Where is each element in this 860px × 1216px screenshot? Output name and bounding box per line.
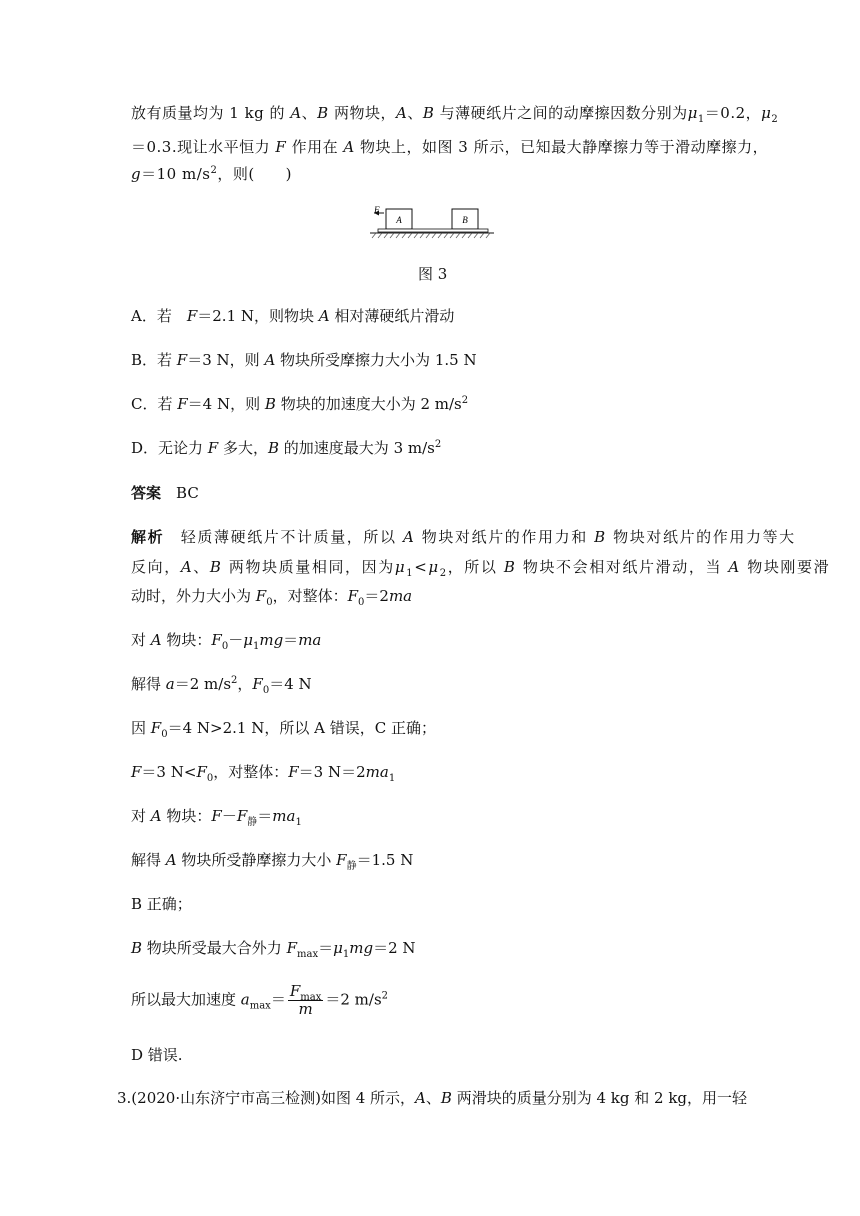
problem-line-1: 放有质量均为 1 kg 的 A、B 两物块，A、B 与薄硬纸片之间的动摩擦因数分别为$\mu_1=0.2$，$\mu_2$ bbox=[131, 104, 779, 125]
analysis-line-1: 解析 轻质薄硬纸片不计质量，所以 A 物块对纸片的作用力和 B 物块对纸片的作用力等大 bbox=[131, 528, 796, 546]
step-1: 对 A 物块：$F_0-\mu_1mg=ma$ bbox=[131, 631, 322, 652]
analysis-label: 解析 bbox=[131, 528, 165, 546]
step-10: D 错误. bbox=[131, 1046, 183, 1064]
option-b: B．若 F＝3 N，则 A 物块所受摩擦力大小为 1.5 N bbox=[131, 351, 477, 369]
answer-value: BC bbox=[176, 484, 199, 502]
next-problem-line: 3.(2020·山东济宁市高三检测)如图 4 所示，A、B 两滑块的质量分别为 4 kg 和 2 kg，用一轻 bbox=[117, 1089, 748, 1107]
step-3: 因 $F_0=4$ N>2.1 N，所以 A 错误，C 正确； bbox=[131, 719, 436, 740]
block-b-label: B bbox=[462, 215, 468, 225]
option-a: A．若 F＝2.1 N，则物块 A 相对薄硬纸片滑动 bbox=[131, 307, 455, 325]
ground-hatching bbox=[372, 233, 490, 238]
step-8: B 物块所受最大合外力 $F_{max}=\mu_1mg=2$ N bbox=[131, 939, 416, 960]
analysis-line-3: 动时，外力大小为 $F_0$，对整体：$F_0=2ma$ bbox=[131, 587, 413, 608]
answer-line bbox=[131, 483, 199, 503]
analysis-line-2: 反向，A、B 两物块质量相同，因为$\mu_1<\mu_2$，所以 B 物块不会相对纸片滑动，当 A 物块刚要滑 bbox=[131, 558, 831, 579]
step-7: B 正确； bbox=[131, 895, 192, 913]
figure-caption: 图 3 bbox=[418, 265, 448, 283]
force-label: F bbox=[374, 205, 380, 215]
step-9: 所以最大加速度 $a_{max}=$ $\frac{F_{max}}{m}$ ＝2 $m/s^2$ bbox=[131, 982, 389, 1018]
paper-sheet bbox=[378, 229, 488, 232]
problem-line-2: ＝0.3.现让水平恒力 F 作用在 A 物块上，如图 3 所示，已知最大静摩擦力等于滑动摩擦力， bbox=[131, 138, 769, 156]
option-c: C．若 F＝4 N，则 B 物块的加速度大小为 2 $m/s^2$ bbox=[131, 395, 469, 413]
problem-line-3: g＝10 $m/s^2$，则( ) bbox=[131, 165, 293, 183]
step-2: 解得 a＝2 $m/s^2$，$F_0=4$ N bbox=[131, 675, 312, 696]
step-4: F＝3 $N<F_0$，对整体：F＝3 $N=2ma_1$ bbox=[131, 763, 396, 784]
step-6: 解得 A 物块所受静摩擦力大小 $F_静=1.5$ N bbox=[131, 851, 414, 872]
block-a-label: A bbox=[396, 215, 402, 225]
option-d: D．无论力 F 多大，B 的加速度最大为 3 $m/s^2$ bbox=[131, 439, 442, 457]
figure-3-diagram bbox=[370, 205, 494, 239]
step-5: 对 A 物块：$F-F_静=ma_1$ bbox=[131, 807, 302, 828]
answer-label: 答案 bbox=[131, 484, 162, 502]
fraction-fmax-over-m: $\frac{F_{max}}{m}$ bbox=[289, 982, 322, 1018]
